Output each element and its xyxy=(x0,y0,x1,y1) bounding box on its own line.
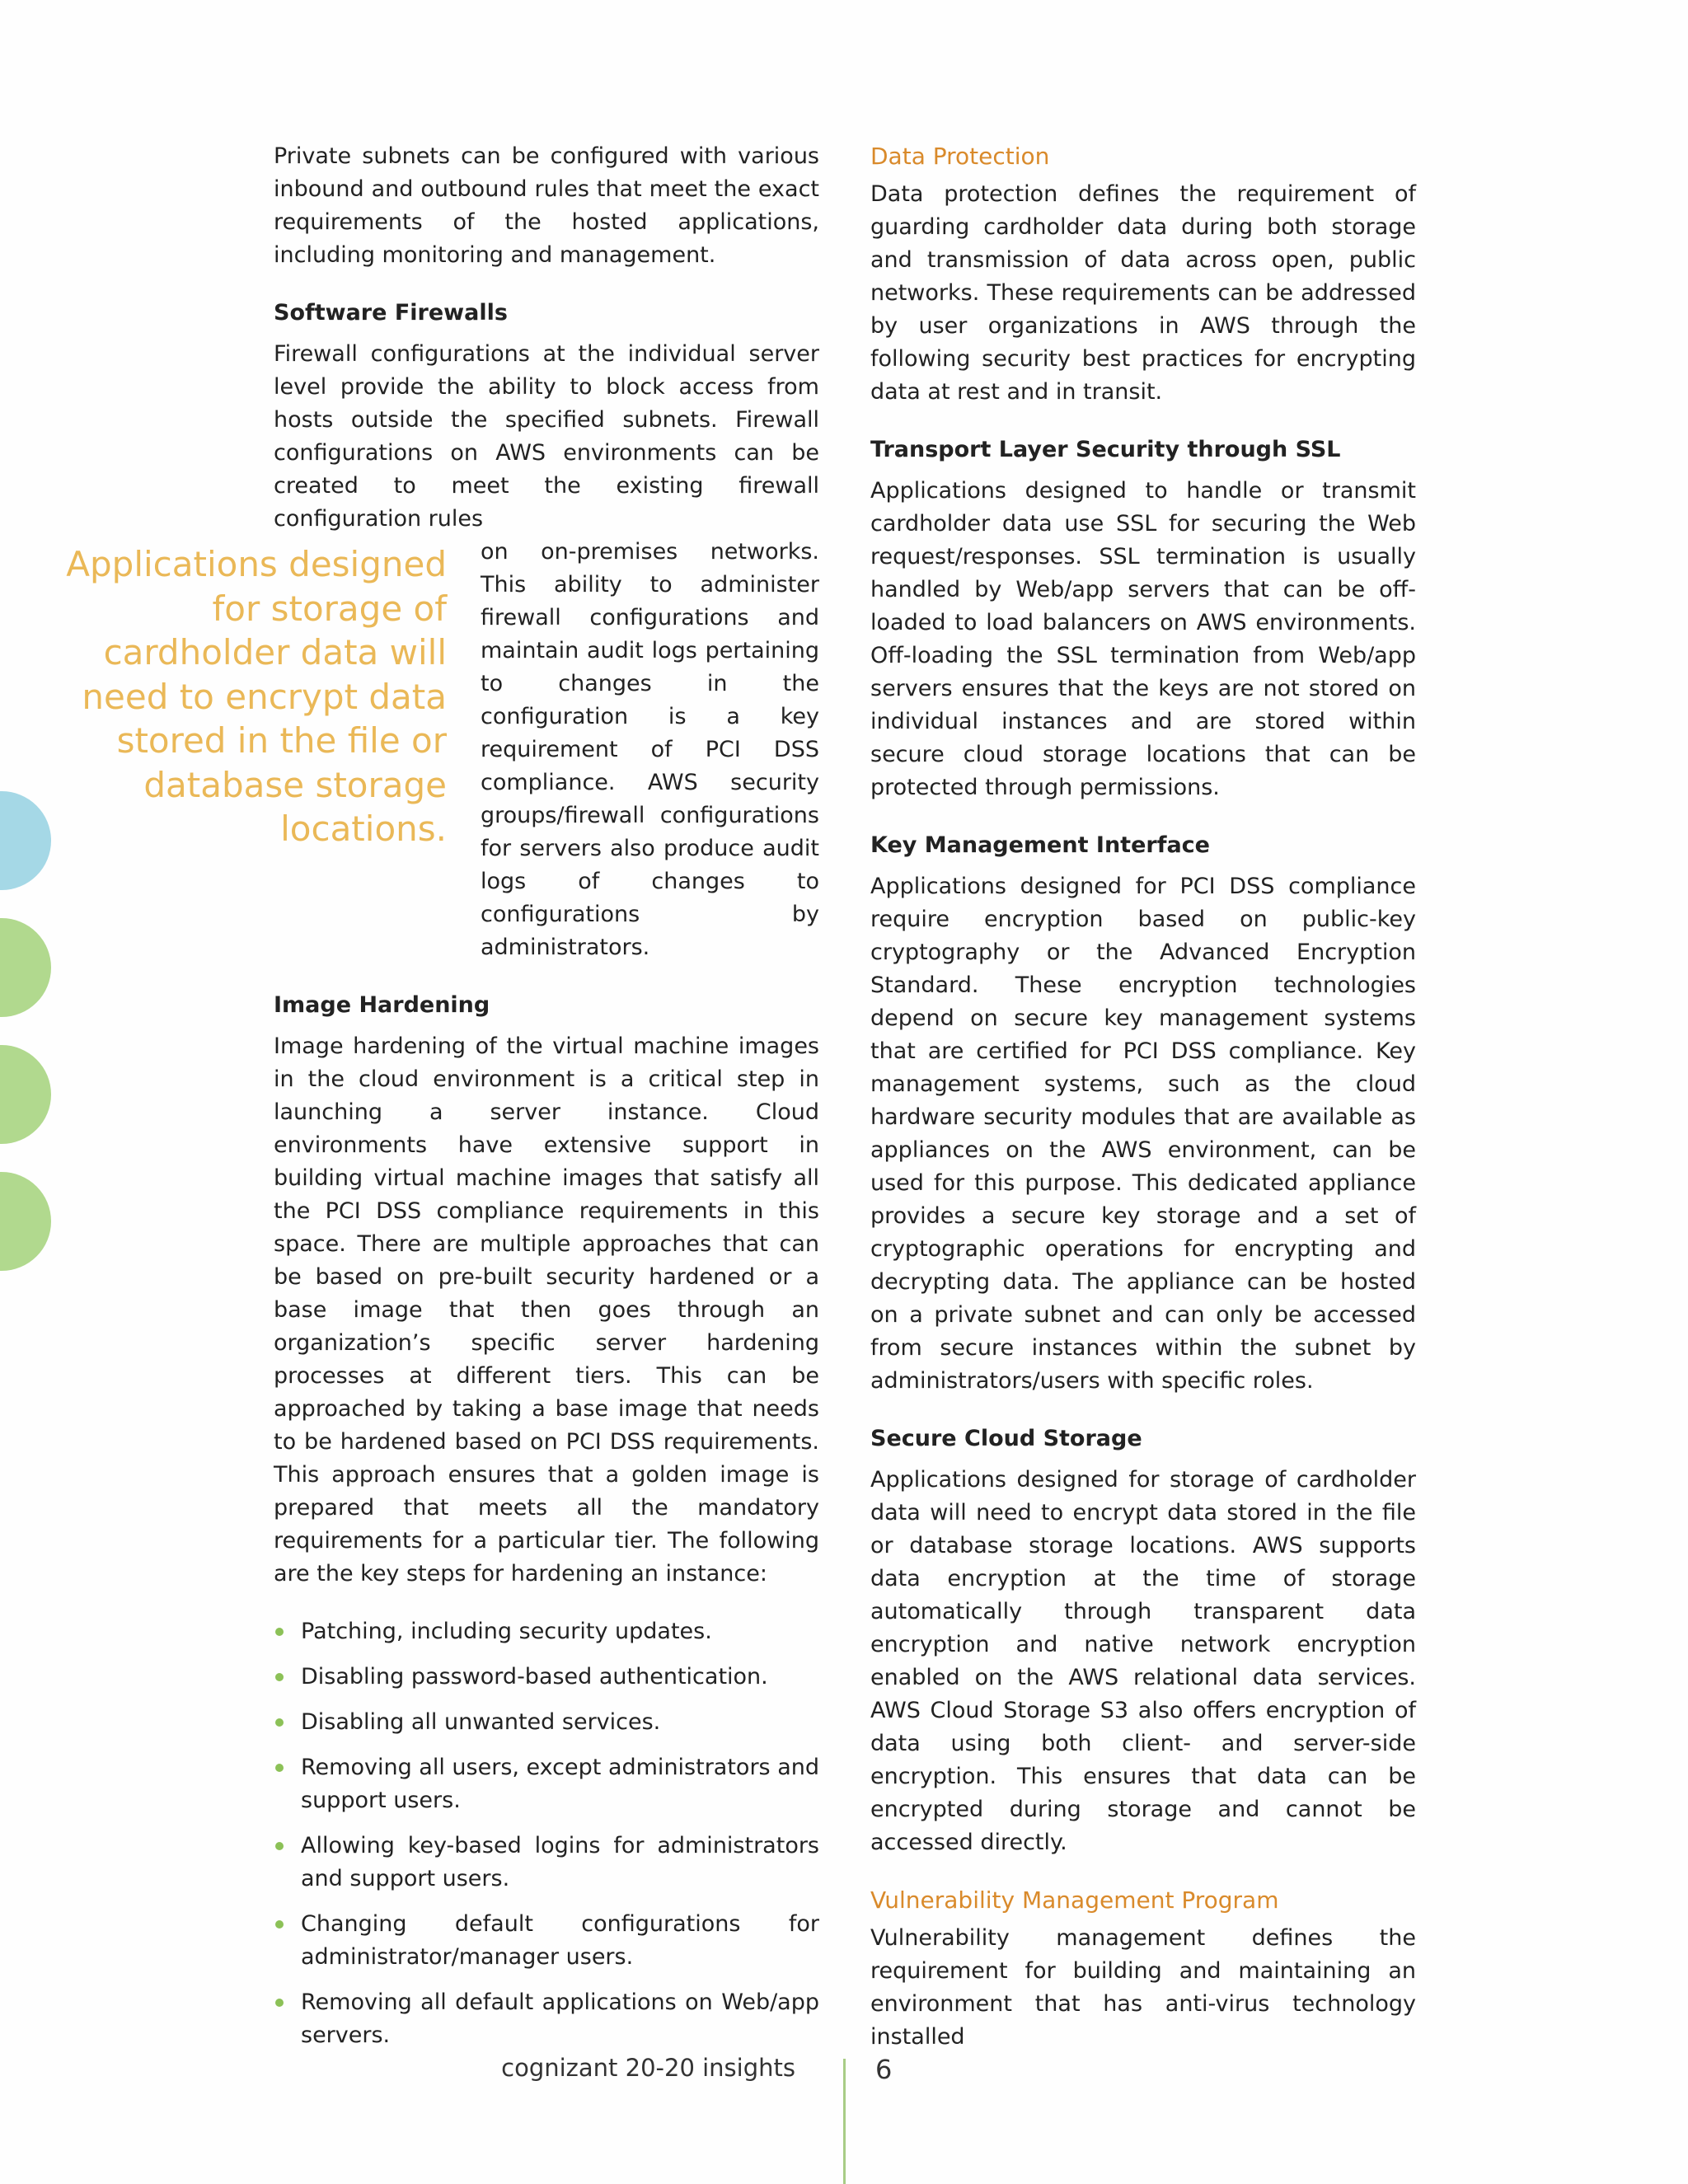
image-hardening-body: Image hardening of the virtual machine images in the cloud environment is a critical step in launching a server instance. Cloud environments have extensive support in building virtual machine images that satisfy all the PCI DSS compliance requirements in this space. There are multiple approaches that can be based on pre-built security hardened or a base image that then goes through an organization’s specific server hardening processes at different tiers. This can be approached by taking a base image that needs to be hardened based on PCI DSS requirements. This approach ensures that a golden image is prepared that meets all the mandatory requirements for a particular tier. The following are the key steps for hardening an instance: xyxy=(274,1033,819,1586)
key-management-heading: Key Management Interface xyxy=(870,832,1210,858)
bullet-icon xyxy=(275,1999,284,2007)
software-firewalls-lead: Firewall configurations at the individual server level provide the ability to block access from hosts outside the specified subnets. Firewall configurations on AWS environments can be created to meet the existing firewall configuration rules xyxy=(274,341,819,532)
hardening-steps-list xyxy=(274,1615,819,2052)
tls-heading: Transport Layer Security through SSL xyxy=(870,437,1341,462)
list-item-text: Removing all users, except administrators and support users. xyxy=(301,1755,820,1813)
bullet-icon xyxy=(275,1718,284,1727)
bullet-icon xyxy=(275,1628,284,1636)
data-protection-heading: Data Protection xyxy=(870,143,1050,170)
bullet-icon xyxy=(275,1764,284,1772)
software-firewalls-heading: Software Firewalls xyxy=(274,300,508,326)
list-item xyxy=(274,1830,819,1896)
list-item xyxy=(274,1908,819,1974)
vulnerability-body: Vulnerability management defines the requirement for building and maintaining an environment that has anti-virus technology installed xyxy=(870,1925,1416,2050)
decor-circle-blue xyxy=(0,791,51,890)
page-number: 6 xyxy=(875,2054,893,2085)
vulnerability-heading: Vulnerability Management Program xyxy=(870,1886,1279,1914)
key-management-body: Applications designed for PCI DSS compliance require encryption based on public-key cryptography or the Advanced Encryption Standard. These encryption technologies depend on secure key management systems that are certified for PCI DSS compliance. Key management systems, such as the cloud hardware security modules that are available as appliances on the AWS environment, can be used for this purpose. This dedicated appliance provides a secure key storage and a set of cryptographic operations for encrypting and decrypting data. The appliance can be hosted on a private subnet and can only be accessed from secure instances within the subnet by administrators/users with specific roles. xyxy=(870,874,1416,1394)
list-item-text: Allowing key-based logins for administrators and support users. xyxy=(301,1833,819,1891)
tls-body: Applications designed to handle or transmit cardholder data use SSL for securing the Web request/responses. SSL termination is usually handled by Web/app servers that can be off-loaded to load balancers on AWS environments. Off-loading the SSL termination from Web/app servers ensures that the keys are not stored on individual instances and are stored within secure cloud storage locations that can be protected through permissions. xyxy=(870,478,1416,800)
bullet-icon xyxy=(275,1842,284,1850)
list-item-text: Disabling password-based authentication. xyxy=(301,1664,768,1690)
secure-storage-heading: Secure Cloud Storage xyxy=(870,1426,1142,1451)
software-firewalls-wrap: on on-premises networks. This ability to administer firewall configurations and maintain audit logs pertaining to changes in the configuration is a key requirement of PCI DSS compliance. AWS security groups/firewall configurations for servers also produce audit logs of changes to configurations by administrators. xyxy=(481,539,819,960)
list-item xyxy=(274,1706,819,1739)
pull-quote: Applications designed for storage of cardholder data will need to encrypt data stored in the file or database storage locations. xyxy=(66,544,447,849)
footer-divider xyxy=(843,2059,846,2184)
list-item-text: Disabling all unwanted services. xyxy=(301,1709,661,1735)
intro-paragraph: Private subnets can be configured with various inbound and outbound rules that meet the exact requirements of the hosted applications, including monitoring and management. xyxy=(274,143,819,268)
data-protection-body: Data protection defines the requirement of guarding cardholder data during both storage and transmission of data across open, public networks. These requirements can be addressed by user organizations in AWS through the following security best practices for encrypting data at rest and in transit. xyxy=(870,181,1416,405)
list-item xyxy=(274,1615,819,1648)
footer-publication: cognizant 20-20 insights xyxy=(501,2054,795,2082)
right-column xyxy=(870,140,1416,2054)
list-item xyxy=(274,1661,819,1694)
list-item-text: Changing default configurations for administrator/manager users. xyxy=(301,1911,819,1970)
list-item-text: Removing all default applications on Web/app servers. xyxy=(301,1990,819,2048)
left-column xyxy=(274,140,819,2064)
decor-circle-green-2 xyxy=(0,1045,51,1144)
bullet-icon xyxy=(275,1920,284,1929)
decor-circle-green-3 xyxy=(0,1172,51,1271)
list-item-text: Patching, including security updates. xyxy=(301,1619,712,1644)
list-item xyxy=(274,1751,819,1817)
decor-circle-green-1 xyxy=(0,918,51,1017)
secure-storage-body: Applications designed for storage of cardholder data will need to encrypt data stored in the file or database storage locations. AWS supports data encryption at the time of storage automatically through transparent data encryption and native network encryption enabled on the AWS relational data services. AWS Cloud Storage S3 also offers encryption of data using both client- and server-side encryption. This ensures that data can be encrypted during storage and cannot be accessed directly. xyxy=(870,1467,1416,1855)
bullet-icon xyxy=(275,1673,284,1681)
image-hardening-heading: Image Hardening xyxy=(274,992,490,1018)
list-item xyxy=(274,1986,819,2052)
